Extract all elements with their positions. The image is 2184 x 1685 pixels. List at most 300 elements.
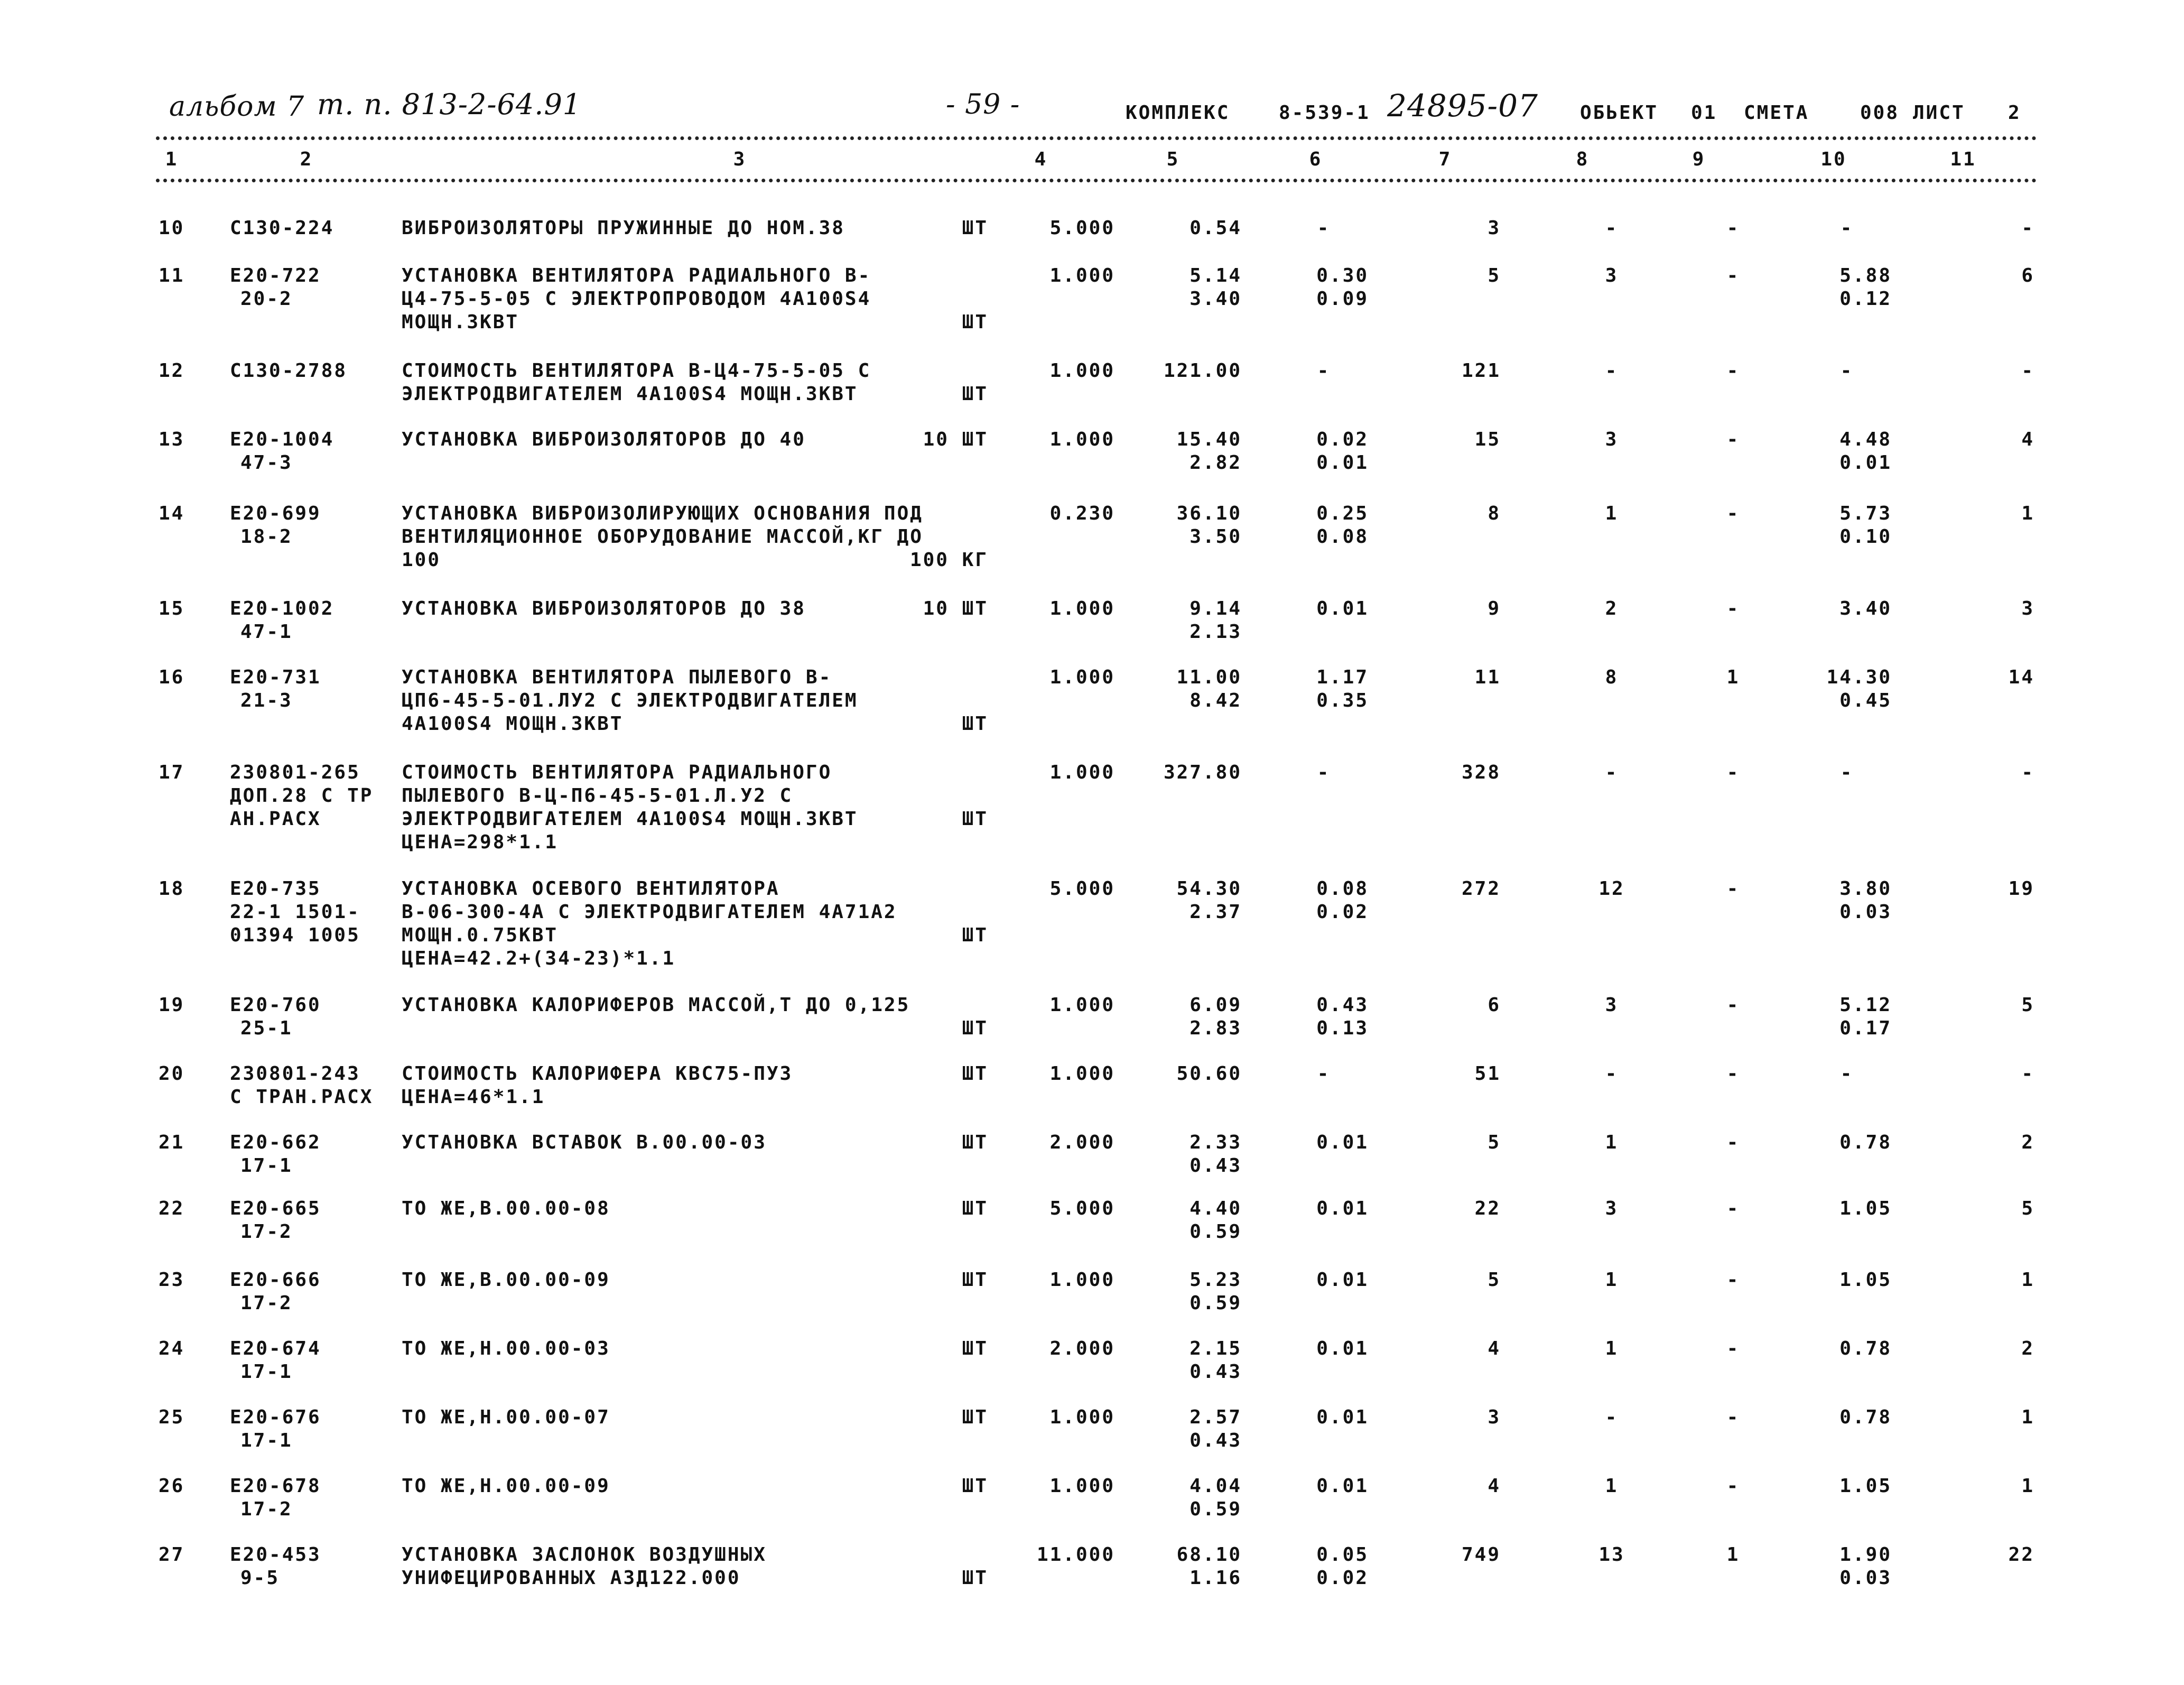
labor-input: 5.12 <box>1839 994 1892 1016</box>
row-number: 20 <box>159 1063 185 1085</box>
work-description: УСТАНОВКА ВИБРОИЗОЛИРУЮЩИХ ОСНОВАНИЯ ПОД <box>402 503 923 524</box>
machine-cost: 0.02 <box>1316 429 1369 450</box>
work-description: УСТАНОВКА ВЕНТИЛЯТОРА РАДИАЛЬНОГО В- <box>402 265 871 286</box>
total-cost: 6 <box>1488 994 1501 1016</box>
machine-total: 1 <box>1726 666 1740 688</box>
norm-code: Е20-665 <box>230 1198 321 1219</box>
machine-cost: 0.08 <box>1316 526 1369 548</box>
unit-cost: 2.83 <box>1189 1017 1242 1039</box>
unit-of-measure: ШТ <box>962 1132 988 1153</box>
norm-code: 17-1 <box>240 1430 293 1451</box>
norm-code: 17-2 <box>240 1292 293 1314</box>
row-number: 12 <box>159 360 185 382</box>
unit-cost: 36.10 <box>1176 503 1242 524</box>
quantity: 1.000 <box>1049 598 1115 619</box>
quantity: 1.000 <box>1049 265 1115 286</box>
work-description: УНИФЕЦИРОВАННЫХ АЗД122.000 <box>402 1567 741 1589</box>
row-number: 25 <box>159 1406 185 1428</box>
machine-total: - <box>1726 217 1740 239</box>
norm-code: ДОП.28 С ТР <box>230 785 374 807</box>
labor-total: 1 <box>2021 503 2034 524</box>
total-cost: 121 <box>1461 360 1501 382</box>
unit-of-measure: ШТ <box>962 1567 988 1589</box>
quantity: 1.000 <box>1049 1063 1115 1085</box>
quantity: 1.000 <box>1049 994 1115 1016</box>
row-number: 27 <box>159 1544 185 1566</box>
total-cost: 9 <box>1488 598 1501 619</box>
norm-code: 17-1 <box>240 1155 293 1177</box>
total-cost: 749 <box>1461 1544 1501 1566</box>
machine-total: - <box>1726 1269 1740 1291</box>
labor-input: 3.40 <box>1839 598 1892 619</box>
quantity: 1.000 <box>1049 360 1115 382</box>
norm-code: С130-2788 <box>230 360 348 382</box>
labor-total: 1 <box>2021 1406 2034 1428</box>
work-description: ТО ЖЕ,Н.00.00-09 <box>402 1475 610 1497</box>
total-cost: 3 <box>1488 1406 1501 1428</box>
unit-cost: 0.43 <box>1189 1155 1242 1177</box>
column-number-1: 1 <box>165 149 179 170</box>
unit-of-measure: ШТ <box>962 217 988 239</box>
unit-cost: 5.23 <box>1189 1269 1242 1291</box>
column-number-11: 11 <box>1950 149 1976 170</box>
work-description: В-06-300-4А С ЭЛЕКТРОДВИГАТЕЛЕМ 4А71А2 <box>402 901 897 923</box>
wages-total: 3 <box>1605 1198 1619 1219</box>
column-number-7: 7 <box>1438 149 1452 170</box>
wages-total: - <box>1605 360 1619 382</box>
machine-total: - <box>1726 878 1740 900</box>
unit-of-measure: ШТ <box>962 1406 988 1428</box>
work-description: УСТАНОВКА ЗАСЛОНОК ВОЗДУШНЫХ <box>402 1544 767 1566</box>
norm-code: С ТРАН.РАСХ <box>230 1086 374 1108</box>
unit-cost: 0.59 <box>1189 1292 1242 1314</box>
norm-code: Е20-674 <box>230 1338 321 1359</box>
unit-cost: 0.59 <box>1189 1498 1242 1520</box>
unit-cost: 3.40 <box>1189 288 1242 310</box>
total-cost: 328 <box>1461 762 1501 783</box>
work-description: УСТАНОВКА ОСЕВОГО ВЕНТИЛЯТОРА <box>402 878 780 900</box>
unit-cost: 11.00 <box>1176 666 1242 688</box>
unit-cost: 1.16 <box>1189 1567 1242 1589</box>
work-description: СТОИМОСТЬ ВЕНТИЛЯТОРА В-Ц4-75-5-05 С <box>402 360 871 382</box>
machine-cost: 0.35 <box>1316 690 1369 711</box>
machine-cost: 0.30 <box>1316 265 1369 286</box>
machine-total: - <box>1726 265 1740 286</box>
machine-cost: 0.01 <box>1316 1406 1369 1428</box>
work-description: ЦЕНА=46*1.1 <box>402 1086 545 1108</box>
labor-input: 4.48 <box>1839 429 1892 450</box>
unit-cost: 121.00 <box>1163 360 1242 382</box>
labor-input: 0.10 <box>1839 526 1892 548</box>
total-cost: 8 <box>1488 503 1501 524</box>
row-number: 10 <box>159 217 185 239</box>
work-description: ВИБРОИЗОЛЯТОРЫ ПРУЖИННЫЕ ДО НОМ.38 <box>402 217 845 239</box>
machine-total: - <box>1726 598 1740 619</box>
norm-code: Е20-666 <box>230 1269 321 1291</box>
norm-code: Е20-735 <box>230 878 321 900</box>
total-cost: 3 <box>1488 217 1501 239</box>
labor-total: 14 <box>2008 666 2034 688</box>
unit-cost: 15.40 <box>1176 429 1242 450</box>
norm-code: Е20-678 <box>230 1475 321 1497</box>
machine-total: - <box>1726 1063 1740 1085</box>
norm-code: 47-1 <box>240 621 293 643</box>
work-description: УСТАНОВКА ВЕНТИЛЯТОРА ПЫЛЕВОГО В- <box>402 666 832 688</box>
labor-total: 1 <box>2021 1475 2034 1497</box>
row-number: 26 <box>159 1475 185 1497</box>
norm-code: 21-3 <box>240 690 293 711</box>
machine-cost: - <box>1317 762 1331 783</box>
unit-cost: 9.14 <box>1189 598 1242 619</box>
norm-code: Е20-453 <box>230 1544 321 1566</box>
quantity: 1.000 <box>1049 1475 1115 1497</box>
unit-cost: 2.82 <box>1189 452 1242 474</box>
machine-cost: 0.05 <box>1316 1544 1369 1566</box>
work-description: ТО ЖЕ,Н.00.00-07 <box>402 1406 610 1428</box>
work-description: УСТАНОВКА КАЛОРИФЕРОВ МАССОЙ,Т ДО 0,125 <box>402 994 910 1016</box>
work-description: СТОИМОСТЬ ВЕНТИЛЯТОРА РАДИАЛЬНОГО <box>402 762 832 783</box>
wages-total: 13 <box>1598 1544 1625 1566</box>
machine-cost: - <box>1317 360 1331 382</box>
labor-input: 0.45 <box>1839 690 1892 711</box>
work-description: Ц4-75-5-05 С ЭЛЕКТРОПРОВОДОМ 4А100S4 <box>402 288 871 310</box>
unit-cost: 4.04 <box>1189 1475 1242 1497</box>
labor-total: - <box>2021 1063 2034 1085</box>
labor-total: 4 <box>2021 429 2034 450</box>
labor-input: 1.05 <box>1839 1198 1892 1219</box>
norm-code: Е20-731 <box>230 666 321 688</box>
quantity: 5.000 <box>1049 1198 1115 1219</box>
machine-cost: 0.02 <box>1316 901 1369 923</box>
wages-total: 3 <box>1605 265 1619 286</box>
unit-cost: 4.40 <box>1189 1198 1242 1219</box>
unit-of-measure: ШТ <box>962 808 988 830</box>
unit-of-measure: ШТ <box>962 311 988 333</box>
labor-input: - <box>1840 217 1854 239</box>
wages-total: - <box>1605 217 1619 239</box>
total-cost: 15 <box>1474 429 1501 450</box>
norm-code: Е20-662 <box>230 1132 321 1153</box>
album-label: альбом 7 <box>169 91 305 123</box>
machine-total: - <box>1726 429 1740 450</box>
column-number-2: 2 <box>300 149 313 170</box>
list-label: ЛИСТ <box>1913 102 1965 124</box>
kompleks-code: 8-539-1 <box>1279 102 1370 124</box>
wages-total: 8 <box>1605 666 1619 688</box>
work-description: УСТАНОВКА ВИБРОИЗОЛЯТОРОВ ДО 40 <box>402 429 806 450</box>
labor-total: 1 <box>2021 1269 2034 1291</box>
work-description: СТОИМОСТЬ КАЛОРИФЕРА КВС75-ПУ3 <box>402 1063 793 1085</box>
row-number: 18 <box>159 878 185 900</box>
labor-input: 0.78 <box>1839 1132 1892 1153</box>
row-number: 19 <box>159 994 185 1016</box>
row-number: 22 <box>159 1198 185 1219</box>
unit-cost: 50.60 <box>1176 1063 1242 1085</box>
machine-cost: 0.43 <box>1316 994 1369 1016</box>
machine-total: - <box>1726 762 1740 783</box>
machine-cost: 0.01 <box>1316 452 1369 474</box>
quantity: 1.000 <box>1049 1406 1115 1428</box>
norm-code: С130-224 <box>230 217 334 239</box>
norm-code: Е20-1002 <box>230 598 334 619</box>
row-number: 13 <box>159 429 185 450</box>
work-description: ЦП6-45-5-01.ЛУ2 С ЭЛЕКТРОДВИГАТЕЛЕМ <box>402 690 858 711</box>
page-number: - 59 - <box>946 89 1020 121</box>
norm-code: 230801-243 <box>230 1063 360 1085</box>
wages-total: - <box>1605 1063 1619 1085</box>
machine-cost: 0.01 <box>1316 1269 1369 1291</box>
norm-code: Е20-1004 <box>230 429 334 450</box>
norm-code: 47-3 <box>240 452 293 474</box>
labor-input: 5.88 <box>1839 265 1892 286</box>
obekt-number: 01 <box>1691 102 1717 124</box>
labor-total: - <box>2021 360 2034 382</box>
norm-code: 17-1 <box>240 1361 293 1383</box>
list-number: 2 <box>2008 102 2021 124</box>
norm-code: Е20-699 <box>230 503 321 524</box>
quantity: 1.000 <box>1049 762 1115 783</box>
header-separator-top <box>156 136 2037 140</box>
wages-total: 2 <box>1605 598 1619 619</box>
unit-cost: 0.43 <box>1189 1430 1242 1451</box>
wages-total: - <box>1605 1406 1619 1428</box>
row-number: 14 <box>159 503 185 524</box>
labor-input: - <box>1840 360 1854 382</box>
machine-cost: 1.17 <box>1316 666 1369 688</box>
row-number: 16 <box>159 666 185 688</box>
labor-input: 0.78 <box>1839 1406 1892 1428</box>
labor-input: 1.05 <box>1839 1475 1892 1497</box>
work-description: ТО ЖЕ,В.00.00-08 <box>402 1198 610 1219</box>
machine-total: - <box>1726 1406 1740 1428</box>
norm-code: 17-2 <box>240 1498 293 1520</box>
machine-cost: 0.01 <box>1316 1475 1369 1497</box>
work-description: ВЕНТИЛЯЦИОННОЕ ОБОРУДОВАНИЕ МАССОЙ,КГ ДО <box>402 526 923 548</box>
machine-cost: 0.25 <box>1316 503 1369 524</box>
labor-total: 2 <box>2021 1338 2034 1359</box>
norm-code: Е20-760 <box>230 994 321 1016</box>
wages-total: 3 <box>1605 429 1619 450</box>
labor-input: - <box>1840 1063 1854 1085</box>
work-description: 100 <box>402 549 441 571</box>
wages-total: - <box>1605 762 1619 783</box>
labor-total: 3 <box>2021 598 2034 619</box>
unit-of-measure: ШТ <box>962 1338 988 1359</box>
machine-total: - <box>1726 1132 1740 1153</box>
quantity: 1.000 <box>1049 429 1115 450</box>
norm-code: Е20-722 <box>230 265 321 286</box>
work-description: ПЫЛЕВОГО В-Ц-П6-45-5-01.Л.У2 С <box>402 785 793 807</box>
labor-input: 1.90 <box>1839 1544 1892 1566</box>
work-description: ЭЛЕКТРОДВИГАТЕЛЕМ 4А100S4 МОЩН.3КВТ <box>402 808 858 830</box>
unit-of-measure: ШТ <box>962 924 988 946</box>
machine-cost: - <box>1317 217 1331 239</box>
wages-total: 1 <box>1605 1132 1619 1153</box>
total-cost: 4 <box>1488 1475 1501 1497</box>
machine-cost: 0.01 <box>1316 1198 1369 1219</box>
column-number-6: 6 <box>1309 149 1323 170</box>
smeta-number: 008 <box>1860 102 1900 124</box>
total-cost: 5 <box>1488 265 1501 286</box>
machine-cost: 0.02 <box>1316 1567 1369 1589</box>
norm-code: 18-2 <box>240 526 293 548</box>
unit-of-measure: ШТ <box>962 383 988 405</box>
work-description: ЦЕНА=298*1.1 <box>402 831 559 853</box>
machine-cost: 0.01 <box>1316 1132 1369 1153</box>
quantity: 5.000 <box>1049 217 1115 239</box>
labor-total: 5 <box>2021 994 2034 1016</box>
unit-cost: 8.42 <box>1189 690 1242 711</box>
norm-code: 230801-265 <box>230 762 360 783</box>
labor-input: 1.05 <box>1839 1269 1892 1291</box>
labor-input: 0.12 <box>1839 288 1892 310</box>
total-cost: 272 <box>1461 878 1501 900</box>
unit-cost: 2.15 <box>1189 1338 1242 1359</box>
smeta-label: СМЕТА <box>1744 102 1809 124</box>
labor-input: 5.73 <box>1839 503 1892 524</box>
column-number-5: 5 <box>1166 149 1180 170</box>
column-number-8: 8 <box>1576 149 1590 170</box>
work-description: МОЩН.3КВТ <box>402 311 519 333</box>
work-description: ТО ЖЕ,В.00.00-09 <box>402 1269 610 1291</box>
labor-input: 14.30 <box>1826 666 1892 688</box>
work-description: ТО ЖЕ,Н.00.00-03 <box>402 1338 610 1359</box>
labor-input: 3.80 <box>1839 878 1892 900</box>
unit-cost: 0.59 <box>1189 1221 1242 1243</box>
unit-of-measure: 100 КГ <box>909 549 988 571</box>
quantity: 0.230 <box>1049 503 1115 524</box>
labor-input: 0.01 <box>1839 452 1892 474</box>
machine-total: - <box>1726 1338 1740 1359</box>
labor-total: 6 <box>2021 265 2034 286</box>
kompleks-number: 24895-07 <box>1387 88 1538 124</box>
norm-code: 20-2 <box>240 288 293 310</box>
norm-code: АН.РАСХ <box>230 808 321 830</box>
total-cost: 5 <box>1488 1132 1501 1153</box>
labor-total: - <box>2021 762 2034 783</box>
row-number: 23 <box>159 1269 185 1291</box>
norm-code: 01394 1005 <box>230 924 360 946</box>
unit-cost: 54.30 <box>1176 878 1242 900</box>
machine-cost: 0.13 <box>1316 1017 1369 1039</box>
unit-cost: 327.80 <box>1163 762 1242 783</box>
wages-total: 12 <box>1598 878 1625 900</box>
machine-total: - <box>1726 1475 1740 1497</box>
unit-of-measure: ШТ <box>962 1063 988 1085</box>
labor-input: 0.78 <box>1839 1338 1892 1359</box>
unit-of-measure: ШТ <box>962 1017 988 1039</box>
quantity: 5.000 <box>1049 878 1115 900</box>
typical-project-number: т. п. 813-2-64.91 <box>317 88 582 121</box>
labor-total: 5 <box>2021 1198 2034 1219</box>
machine-cost: 0.01 <box>1316 598 1369 619</box>
wages-total: 3 <box>1605 994 1619 1016</box>
norm-code: 22-1 1501- <box>230 901 360 923</box>
labor-input: 0.03 <box>1839 901 1892 923</box>
unit-of-measure: 10 ШТ <box>923 429 988 450</box>
work-description: 4А100S4 МОЩН.3КВТ <box>402 713 624 735</box>
quantity: 11.000 <box>1036 1544 1115 1566</box>
machine-total: - <box>1726 360 1740 382</box>
machine-total: - <box>1726 1198 1740 1219</box>
row-number: 21 <box>159 1132 185 1153</box>
kompleks-label: КОМПЛЕКС <box>1126 102 1230 124</box>
total-cost: 11 <box>1474 666 1501 688</box>
quantity: 2.000 <box>1049 1132 1115 1153</box>
quantity: 1.000 <box>1049 1269 1115 1291</box>
labor-total: - <box>2021 217 2034 239</box>
unit-of-measure: 10 ШТ <box>923 598 988 619</box>
machine-total: 1 <box>1726 1544 1740 1566</box>
labor-input: - <box>1840 762 1854 783</box>
work-description: ЦЕНА=42.2+(34-23)*1.1 <box>402 948 676 969</box>
column-number-9: 9 <box>1692 149 1706 170</box>
header-separator-bottom <box>156 179 2037 182</box>
unit-of-measure: ШТ <box>962 1198 988 1219</box>
unit-cost: 3.50 <box>1189 526 1242 548</box>
machine-total: - <box>1726 994 1740 1016</box>
machine-cost: 0.09 <box>1316 288 1369 310</box>
labor-total: 2 <box>2021 1132 2034 1153</box>
norm-code: 25-1 <box>240 1017 293 1039</box>
column-number-3: 3 <box>733 149 747 170</box>
total-cost: 22 <box>1474 1198 1501 1219</box>
work-description: УСТАНОВКА ВИБРОИЗОЛЯТОРОВ ДО 38 <box>402 598 806 619</box>
quantity: 1.000 <box>1049 666 1115 688</box>
wages-total: 1 <box>1605 1475 1619 1497</box>
wages-total: 1 <box>1605 1269 1619 1291</box>
machine-cost: 0.08 <box>1316 878 1369 900</box>
work-description: МОЩН.0.75КВТ <box>402 924 559 946</box>
column-number-4: 4 <box>1034 149 1048 170</box>
row-number: 17 <box>159 762 185 783</box>
labor-total: 22 <box>2008 1544 2034 1566</box>
total-cost: 5 <box>1488 1269 1501 1291</box>
norm-code: Е20-676 <box>230 1406 321 1428</box>
unit-cost: 6.09 <box>1189 994 1242 1016</box>
norm-code: 9-5 <box>240 1567 280 1589</box>
unit-cost: 2.37 <box>1189 901 1242 923</box>
row-number: 24 <box>159 1338 185 1359</box>
norm-code: 17-2 <box>240 1221 293 1243</box>
obekt-label: ОБЬЕКТ <box>1580 102 1659 124</box>
unit-cost: 0.43 <box>1189 1361 1242 1383</box>
unit-cost: 2.57 <box>1189 1406 1242 1428</box>
labor-input: 0.17 <box>1839 1017 1892 1039</box>
column-number-10: 10 <box>1820 149 1847 170</box>
unit-cost: 2.33 <box>1189 1132 1242 1153</box>
quantity: 2.000 <box>1049 1338 1115 1359</box>
row-number: 11 <box>159 265 185 286</box>
unit-cost: 2.13 <box>1189 621 1242 643</box>
total-cost: 4 <box>1488 1338 1501 1359</box>
total-cost: 51 <box>1474 1063 1501 1085</box>
unit-cost: 0.54 <box>1189 217 1242 239</box>
machine-cost: - <box>1317 1063 1331 1085</box>
labor-total: 19 <box>2008 878 2034 900</box>
unit-cost: 5.14 <box>1189 265 1242 286</box>
unit-of-measure: ШТ <box>962 713 988 735</box>
unit-cost: 68.10 <box>1176 1544 1242 1566</box>
row-number: 15 <box>159 598 185 619</box>
machine-total: - <box>1726 503 1740 524</box>
wages-total: 1 <box>1605 503 1619 524</box>
unit-of-measure: ШТ <box>962 1269 988 1291</box>
work-description: УСТАНОВКА ВСТАВОК В.00.00-03 <box>402 1132 767 1153</box>
wages-total: 1 <box>1605 1338 1619 1359</box>
unit-of-measure: ШТ <box>962 1475 988 1497</box>
work-description: ЭЛЕКТРОДВИГАТЕЛЕМ 4А100S4 МОЩН.3КВТ <box>402 383 858 405</box>
